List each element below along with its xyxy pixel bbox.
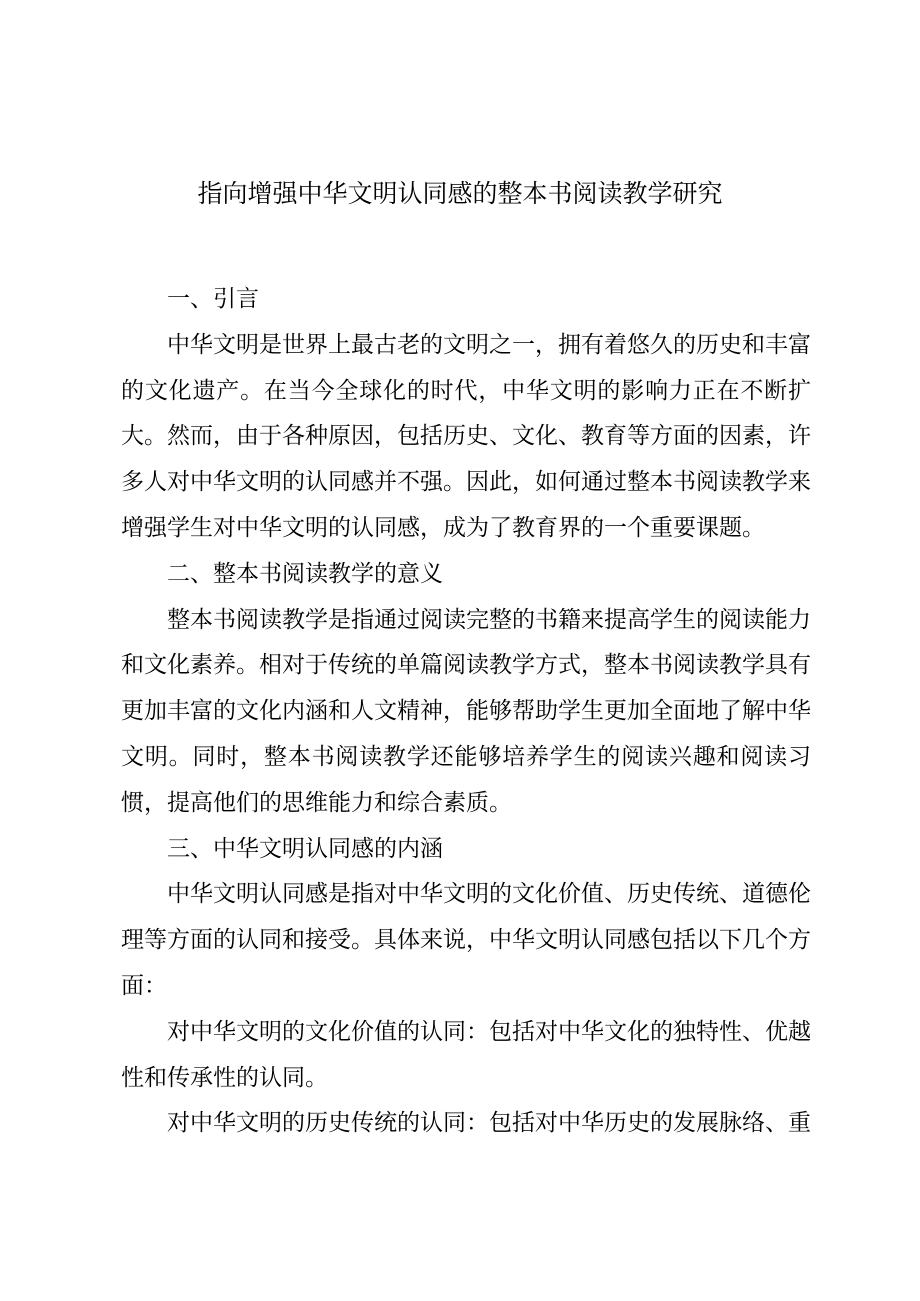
section-heading-significance: 二、整本书阅读教学的意义 xyxy=(167,560,443,587)
paragraph: 整本书阅读教学是指通过阅读完整的书籍来提高学生的阅读能力和文化素养。相对于传统的单篇阅读教学方式，整本书阅读教学具有更加丰富的文化内涵和人文精神，能够帮助学生更加全面地了解中华文明。同时，整本书阅读教学还能够培养学生的阅读兴趣和阅读习惯，提高他们的思维能力和综合素质。 xyxy=(121,606,811,816)
paragraph: 对中华文明的文化价值的认同：包括对中华文化的独特性、优越性和传承性的认同。 xyxy=(121,1018,811,1091)
document-title: 指向增强中华文明认同感的整本书阅读教学研究 xyxy=(197,179,723,208)
document-body xyxy=(121,277,811,1147)
paragraph: 中华文明认同感是指对中华文明的文化价值、历史传统、道德伦理等方面的认同和接受。具体来说，中华文明认同感包括以下几个方面： xyxy=(121,881,811,999)
section-heading-connotation: 三、中华文明认同感的内涵 xyxy=(167,835,443,862)
paragraph: 中华文明是世界上最古老的文明之一，拥有着悠久的历史和丰富的文化遗产。在当今全球化的时代，中华文明的影响力正在不断扩大。然而，由于各种原因，包括历史、文化、教育等方面的因素，许多人对中华文明的认同感并不强。因此，如何通过整本书阅读教学来增强学生对中华文明的认同感，成为了教育界的一个重要课题。 xyxy=(121,331,811,541)
section-heading-introduction: 一、引言 xyxy=(167,286,259,312)
paragraph: 对中华文明的历史传统的认同：包括对中华历史的发展脉络、重 xyxy=(167,1110,811,1137)
